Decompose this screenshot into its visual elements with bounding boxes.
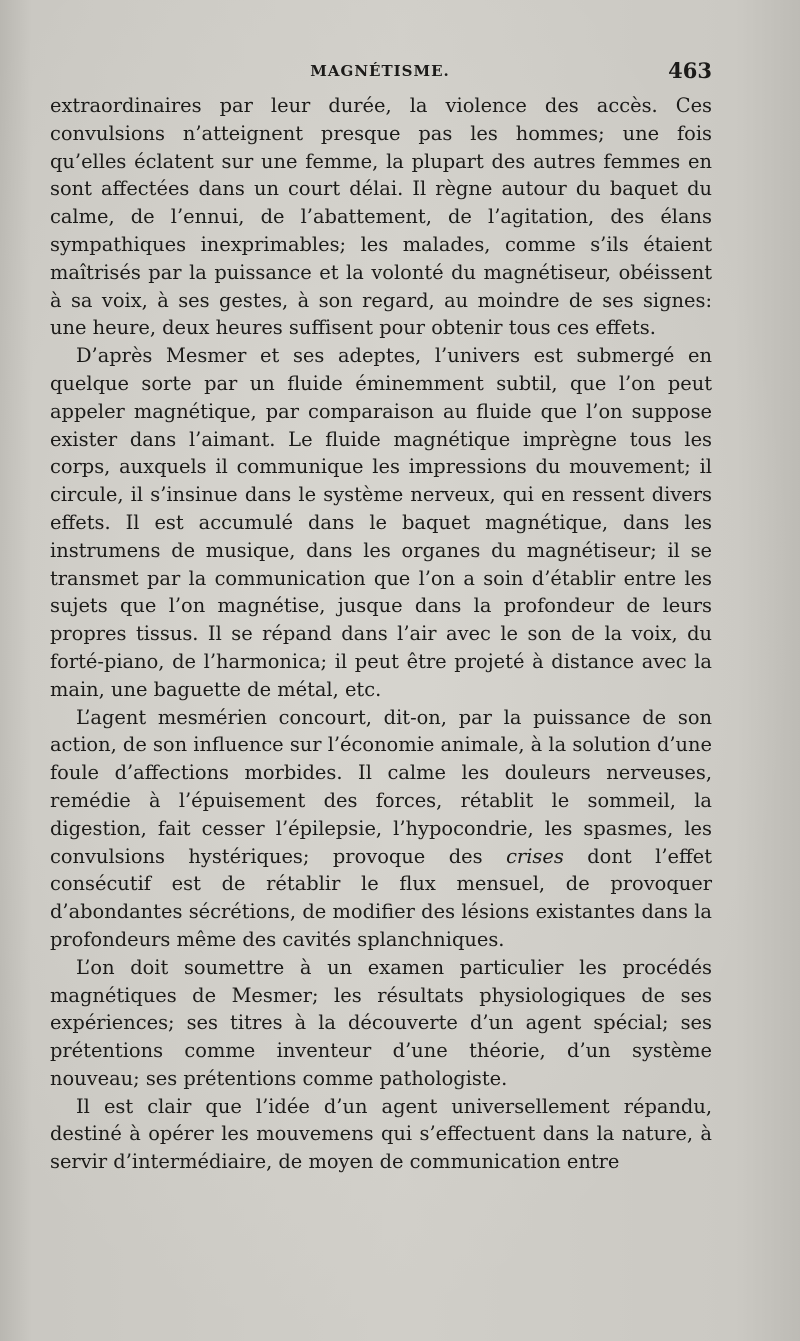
paragraph-continued: extraordinaires par leur durée, la violence des accès. Ces convulsions n’atteignent presque pas les hommes; une fois qu’elles éclatent sur une femme, la plupart des autres femmes en sont affectées dans un court délai. Il règne autour du baquet du calme, de l’ennui, de l’abattement, de l’agitation, des élans sympathiques inexprimables; les malades, comme s’ils étaient maîtrisés par la puissance et la volonté du magnétiseur, obéissent à sa voix, à ses gestes, à son regard, au moindre de ses signes: une heure, deux heures suffisent pour obtenir tous ces effets.: [50, 94, 712, 340]
paragraph-universal-agent: Il est clair que l’idée d’un agent universellement répandu, destiné à opérer les mouvemens qui s’effectuent dans la nature, à servir d’intermédiaire, de moyen de communication entre: [50, 1094, 712, 1174]
page-number: 463: [668, 58, 712, 83]
emphasis-crises: crises: [506, 844, 564, 868]
body-text: [50, 92, 712, 1176]
paragraph-mesmer-fluid: D’après Mesmer et ses adeptes, l’univers est submergé en quelque sorte par un fluide éminemment subtil, que l’on peut appeler magnétique, par comparaison au fluide que l’on suppose exister dans l’aimant. Le fluide magnétique imprègne tous les corps, auxquels il communique les impressions du mouvement; il circule, il s’insinue dans le système nerveux, qui en ressent divers effets. Il est accumulé dans le baquet magnétique, dans les instrumens de musique, dans les organes du magnétiseur; il se transmet par la communication que l’on a soin d’établir entre les sujets que l’on magnétise, jusque dans la profondeur de leurs propres tissus. Il se répand dans l’air avec le son de la voix, du forté-piano, de l’harmonica; il peut être projeté à distance avec la main, une baguette de métal, etc.: [50, 344, 712, 701]
paragraph-text: dont l’effet consécutif est de rétablir le flux mensuel, de provoquer d’abondantes sécrétions, de modifier des lésions existantes dans la profondeurs même des cavités splanchniques.: [50, 844, 712, 951]
running-title: MAGNÉTISME.: [310, 62, 450, 80]
paragraph-examination: L’on doit soumettre à un examen particulier les procédés magnétiques de Mesmer; les résultats physiologiques de ses expériences; ses titres à la découverte d’un agent spécial; ses prétentions comme inventeur d’une théorie, d’un système nouveau; ses prétentions comme pathologiste.: [50, 955, 712, 1090]
paragraph-text: L’agent mesmérien concourt, dit-on, par la puissance de son action, de son influence sur l’économie animale, à la solution d’une foule d’affections morbides. Il calme les douleurs nerveuses, remédie à l’épuisement des forces, rétablit le sommeil, la digestion, fait cesser l’épilepsie, l’hypocondrie, les spasmes, les convulsions hystériques; provoque des: [50, 705, 712, 868]
paragraph-mesmer-agent: [50, 704, 712, 954]
page-header: [50, 58, 710, 88]
